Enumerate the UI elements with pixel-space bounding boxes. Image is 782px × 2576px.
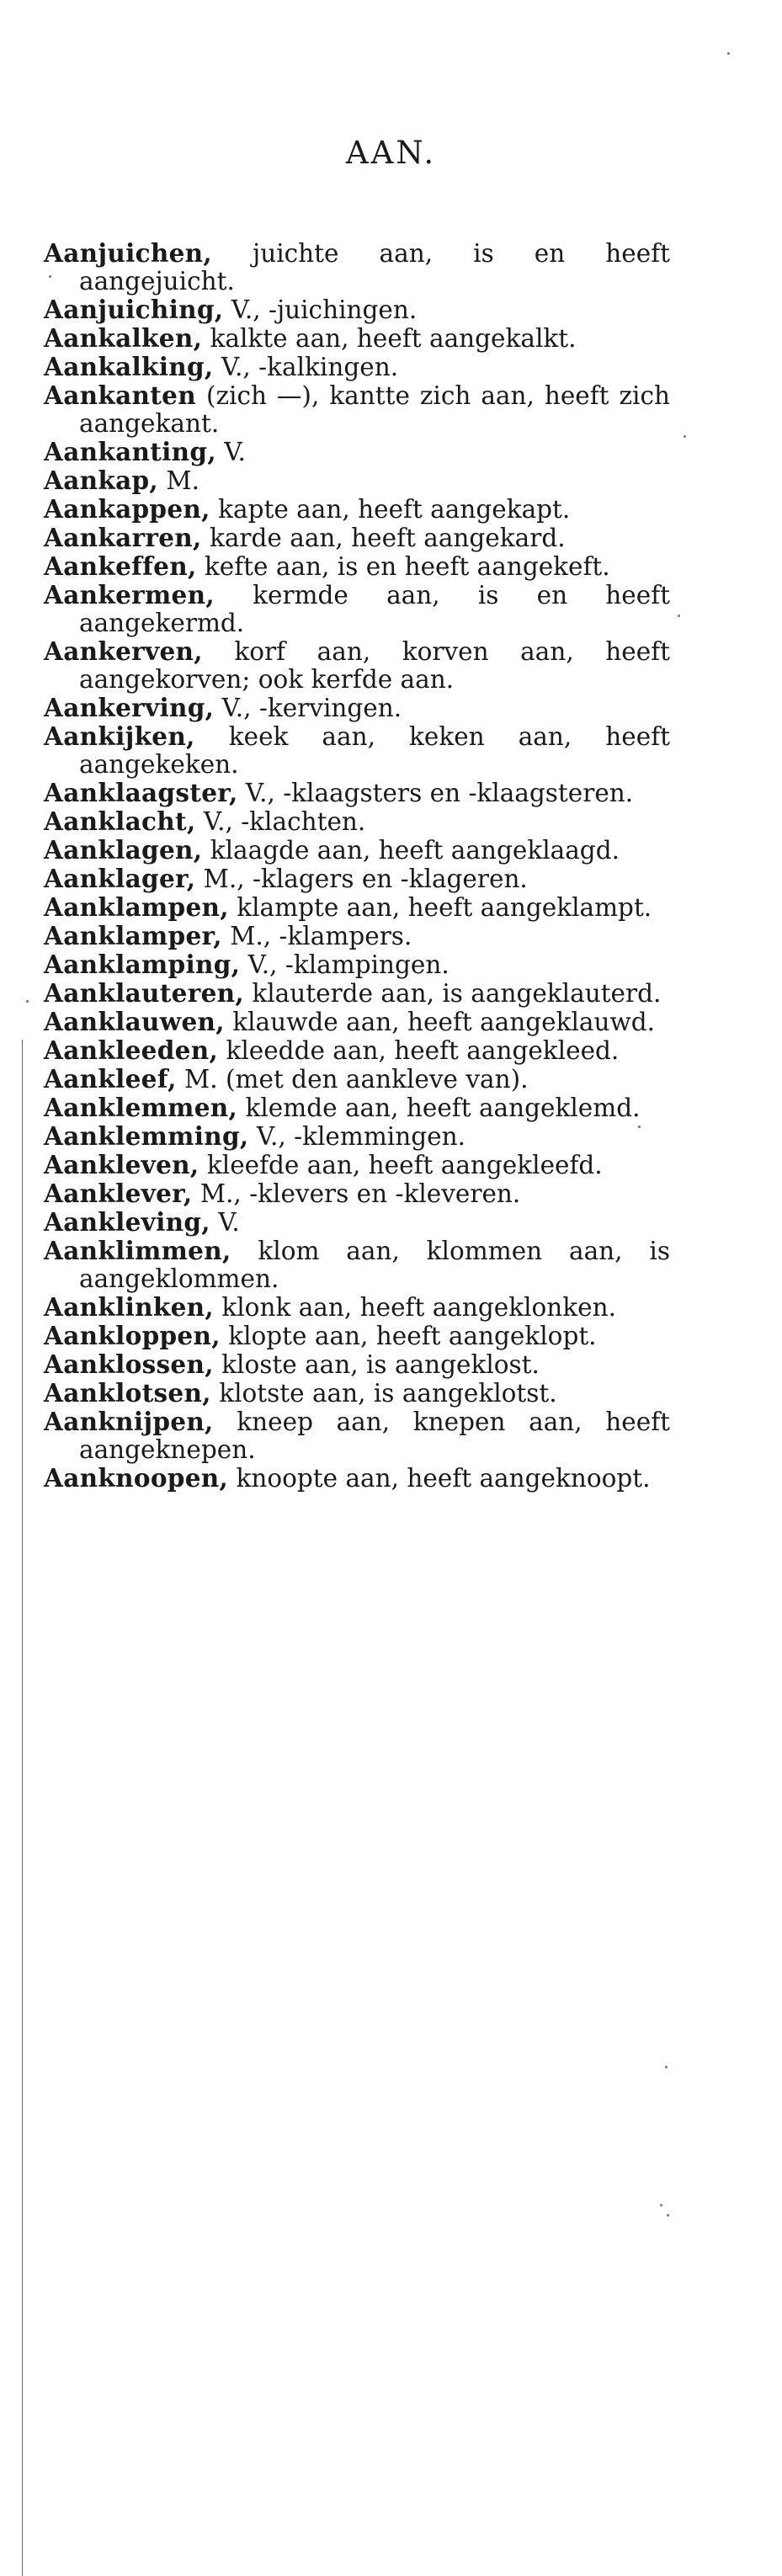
- entry-definition: kefte aan, is en heeft aangekeft.: [204, 552, 610, 581]
- entry-definition: V., -kalkingen.: [221, 353, 399, 381]
- dictionary-entry: [44, 239, 670, 295]
- entry-definition: (zich —), kantte zich aan, heeft zich aangekant.: [79, 381, 670, 438]
- entry-headword: Aanklossen,: [44, 1349, 214, 1379]
- entry-headword: Aankalken,: [44, 323, 203, 353]
- entry-headword: Aankap,: [44, 466, 159, 495]
- margin-rule: [22, 1040, 23, 2576]
- dictionary-entry: [44, 779, 670, 807]
- entry-headword: Aankleving,: [44, 1207, 210, 1237]
- dictionary-entry: [44, 495, 670, 524]
- dictionary-entry: [44, 950, 670, 979]
- dictionary-entry: [44, 438, 670, 466]
- entry-definition: M., -klevers en -kleveren.: [199, 1179, 521, 1208]
- ink-speck: [667, 2214, 669, 2217]
- entry-headword: Aankleef,: [44, 1064, 177, 1094]
- entry-definition: klotste aan, is aangeklotst.: [219, 1379, 557, 1408]
- entry-headword: Aankloppen,: [44, 1321, 221, 1350]
- entry-headword: Aankerven,: [44, 636, 203, 666]
- dictionary-entry: [44, 979, 670, 1008]
- entry-definition: kneep aan, knepen aan, heeft aangeknepen.: [79, 1408, 670, 1464]
- entry-headword: Aanklampen,: [44, 892, 229, 922]
- dictionary-entry: [44, 865, 670, 893]
- dictionary-entry: [44, 1408, 670, 1464]
- entry-definition: V.: [218, 1208, 240, 1237]
- entry-headword: Aankanting,: [44, 437, 216, 466]
- entry-headword: Aanklauteren,: [44, 978, 244, 1008]
- entry-definition: klopte aan, heeft aangeklopt.: [228, 1322, 597, 1350]
- entry-definition: klaagde aan, heeft aangeklaagd.: [210, 836, 620, 865]
- dictionary-entry: [44, 353, 670, 381]
- entry-headword: Aanjuichen,: [44, 238, 212, 268]
- dictionary-entry: [44, 1208, 670, 1237]
- ink-speck: [678, 615, 680, 617]
- entry-list: [44, 239, 670, 1493]
- dictionary-entry: [44, 807, 670, 836]
- entry-definition: klemde aan, heeft aangeklemd.: [245, 1094, 641, 1122]
- dictionary-entry: [44, 1094, 670, 1122]
- entry-headword: Aanknoopen,: [44, 1463, 229, 1493]
- dictionary-entry: [44, 524, 670, 552]
- entry-headword: Aankerving,: [44, 693, 215, 722]
- entry-headword: Aanklacht,: [44, 806, 196, 836]
- entry-definition: korf aan, korven aan, heeft aangekorven; ook kerfde aan.: [79, 637, 670, 694]
- dictionary-entry: [44, 1179, 670, 1208]
- entry-headword: Aanklemming,: [44, 1121, 249, 1151]
- dictionary-entry: [44, 893, 670, 922]
- dictionary-entry: [44, 922, 670, 950]
- entry-headword: Aanklimmen,: [44, 1236, 231, 1265]
- dictionary-entry: [44, 1151, 670, 1179]
- entry-definition: M., -klagers en -klageren.: [203, 865, 528, 893]
- entry-definition: M. (met den aankleve van).: [184, 1065, 529, 1094]
- dictionary-entry: [44, 466, 670, 495]
- dictionary-entry: [44, 1464, 670, 1493]
- entry-headword: Aankleeden,: [44, 1035, 219, 1065]
- entry-definition: V., -klemmingen.: [256, 1122, 465, 1151]
- ink-speck: [26, 1000, 29, 1003]
- entry-definition: klom aan, klommen aan, is aangeklommen.: [79, 1237, 670, 1293]
- dictionary-entry: [44, 1008, 670, 1036]
- entry-definition: knoopte aan, heeft aangeknoopt.: [236, 1464, 651, 1493]
- entry-definition: kleefde aan, heeft aangekleefd.: [206, 1151, 603, 1179]
- entry-headword: Aankarren,: [44, 523, 202, 552]
- entry-definition: kleedde aan, heeft aangekleed.: [226, 1036, 620, 1065]
- entry-headword: Aankermen,: [44, 580, 215, 609]
- entry-definition: kalkte aan, heeft aangekalkt.: [210, 324, 577, 353]
- entry-headword: Aanklaagster,: [44, 778, 238, 807]
- dictionary-entry: [44, 637, 670, 694]
- entry-definition: keek aan, keken aan, heeft aangekeken.: [79, 722, 670, 779]
- dictionary-entry: [44, 324, 670, 353]
- entry-headword: Aanklamping,: [44, 950, 241, 979]
- dictionary-entry: [44, 722, 670, 779]
- entry-headword: Aankappen,: [44, 494, 210, 524]
- entry-definition: V., -kervingen.: [221, 694, 402, 722]
- entry-definition: V., -klampingen.: [247, 950, 450, 979]
- entry-headword: Aanklager,: [44, 864, 196, 893]
- entry-headword: Aanknijpen,: [44, 1407, 214, 1436]
- dictionary-entry: [44, 581, 670, 637]
- entry-headword: Aanjuiching,: [44, 295, 224, 324]
- ink-speck: [660, 2204, 662, 2206]
- dictionary-entry: [44, 552, 670, 581]
- entry-headword: Aanklotsen,: [44, 1378, 211, 1408]
- entry-definition: V., -klachten.: [203, 807, 366, 836]
- entry-headword: Aanklagen,: [44, 835, 203, 865]
- page-header: AAN.: [345, 135, 437, 171]
- dictionary-entry: [44, 1322, 670, 1350]
- entry-headword: Aankalking,: [44, 352, 214, 381]
- entry-definition: juichte aan, is en heeft aangejuicht.: [79, 239, 670, 295]
- entry-definition: klampte aan, heeft aangeklampt.: [237, 893, 652, 922]
- entry-definition: karde aan, heeft aangekard.: [209, 524, 566, 552]
- entry-definition: klauwde aan, heeft aangeklauwd.: [232, 1008, 656, 1036]
- dictionary-entry: [44, 836, 670, 865]
- entry-definition: M.: [166, 466, 199, 495]
- entry-definition: kapte aan, heeft aangekapt.: [218, 495, 571, 524]
- entry-headword: Aankanten: [44, 381, 196, 410]
- entry-definition: klauterde aan, is aangeklauterd.: [252, 979, 662, 1008]
- dictionary-entry: [44, 1350, 670, 1379]
- entry-headword: Aanklinken,: [44, 1292, 214, 1322]
- entry-definition: V.: [224, 438, 246, 466]
- ink-speck: [665, 2066, 668, 2068]
- entry-headword: Aanklamper,: [44, 921, 222, 950]
- entry-definition: kermde aan, is en heeft aangekermd.: [79, 581, 670, 637]
- dictionary-entry: [44, 381, 670, 438]
- entry-headword: Aankeffen,: [44, 551, 197, 581]
- dictionary-entry: [44, 1379, 670, 1408]
- dictionary-entry: [44, 1036, 670, 1065]
- entry-definition: V., -klaagsters en -klaagsteren.: [245, 779, 634, 807]
- entry-headword: Aankijken,: [44, 721, 195, 751]
- entry-definition: klonk aan, heeft aangeklonken.: [221, 1293, 616, 1322]
- entry-definition: M., -klampers.: [230, 922, 412, 950]
- entry-headword: Aanklever,: [44, 1179, 193, 1208]
- dictionary-entry: [44, 1122, 670, 1151]
- dictionary-entry: [44, 295, 670, 324]
- dictionary-entry: [44, 1065, 670, 1094]
- entry-definition: kloste aan, is aangeklost.: [221, 1350, 540, 1379]
- entry-headword: Aanklemmen,: [44, 1093, 238, 1122]
- ink-speck: [727, 52, 730, 55]
- entry-headword: Aankleven,: [44, 1150, 199, 1179]
- ink-speck: [684, 435, 686, 438]
- dictionary-entry: [44, 1293, 670, 1322]
- entry-headword: Aanklauwen,: [44, 1007, 225, 1036]
- dictionary-entry: [44, 1237, 670, 1293]
- dictionary-entry: [44, 694, 670, 722]
- entry-definition: V., -juichingen.: [231, 295, 418, 324]
